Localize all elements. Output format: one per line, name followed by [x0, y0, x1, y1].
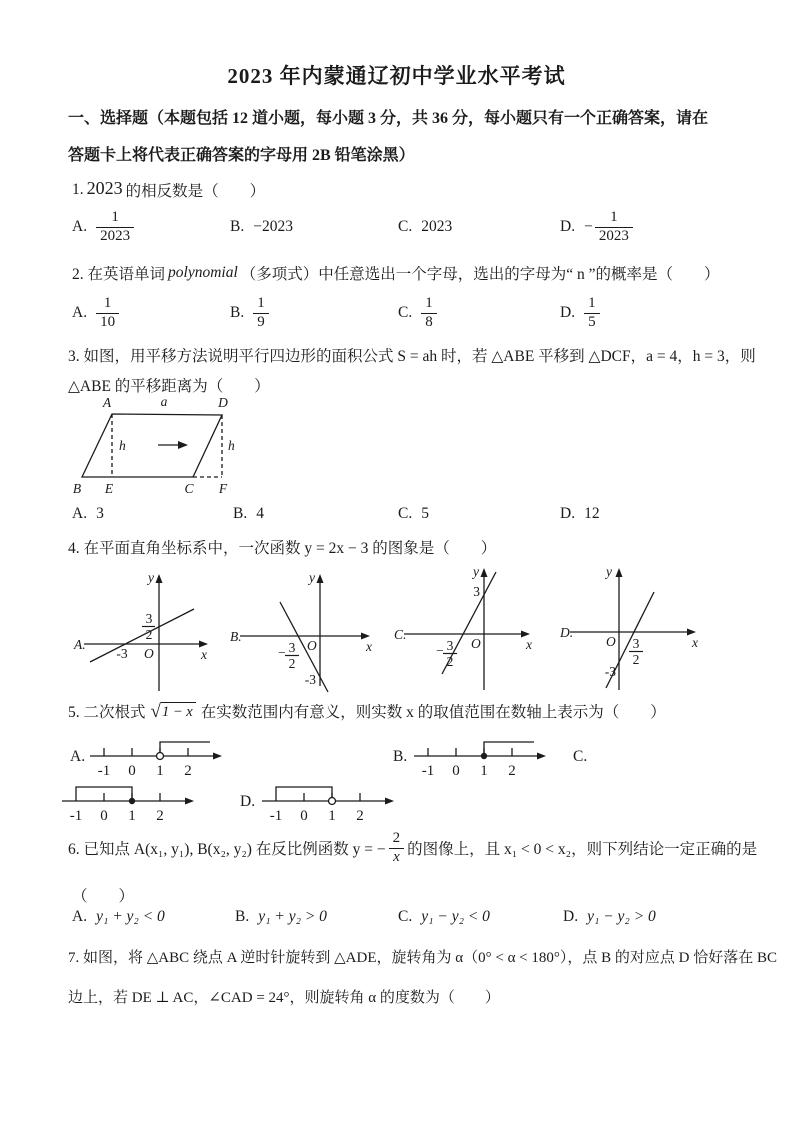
option-value: y₁ + y₂ < 0: [96, 908, 165, 925]
height-label-right: h: [228, 438, 235, 453]
option-value: 5: [421, 505, 429, 522]
x-intercept-sign: −: [278, 645, 286, 660]
x-axis-label: x: [526, 637, 532, 652]
option-label: A.: [72, 908, 88, 925]
q6-stem-pre: 6. 已知点 A(x₁, y₁), B(x₂, y₂) 在反比例函数 y = −: [68, 841, 386, 858]
option-label: A.: [72, 505, 88, 522]
option-value: 3: [96, 505, 104, 522]
q5-stem-pre: 5. 二次根式: [68, 704, 146, 721]
tick-label: 0: [300, 808, 308, 824]
option-label: D.: [560, 505, 576, 522]
y-axis-label: y: [148, 570, 154, 585]
tick-label: -1: [269, 808, 283, 824]
option-label: C.: [398, 505, 413, 522]
option-label: B.: [230, 218, 245, 235]
point-label-e: E: [104, 481, 114, 496]
option-value: −2023: [253, 218, 293, 235]
q2-option-a: [72, 290, 119, 336]
fraction: [253, 295, 269, 331]
y-axis-arrow: [481, 568, 488, 577]
option-label: D.: [563, 908, 579, 925]
option-label: A.: [72, 218, 88, 235]
graph-option-label: A.: [74, 637, 86, 652]
option-value: 4: [256, 505, 264, 522]
q6-stem: [68, 826, 757, 870]
fraction-denominator: x: [389, 848, 404, 866]
closed-endpoint: [481, 753, 487, 759]
option-value: 12: [584, 505, 600, 522]
x-intercept-frac-num: 3: [446, 638, 454, 653]
fraction-numerator: 1: [588, 295, 596, 312]
q2-stem: [72, 262, 720, 284]
fraction-numerator: 1: [111, 209, 119, 226]
tick-label: 2: [156, 808, 164, 824]
fraction-numerator: 1: [257, 295, 265, 312]
x-intercept-frac-den: 2: [446, 654, 454, 669]
minus-sign: −: [584, 218, 593, 235]
q3-option-b: [233, 505, 264, 523]
x-axis-label: x: [201, 647, 207, 662]
tick-label: 2: [184, 763, 192, 779]
x-axis-label: x: [366, 639, 372, 654]
q5-option-b-label: B.: [393, 748, 408, 765]
fraction-denominator: 9: [253, 313, 269, 331]
tick-label: 2: [508, 763, 516, 779]
tick-label: 1: [480, 763, 488, 779]
q4-graph-a: [64, 566, 214, 698]
graph-option-label: B.: [230, 629, 242, 644]
q2-option-b: [230, 290, 269, 336]
tick-label: -1: [69, 808, 83, 824]
x-intercept-frac-den: 2: [632, 652, 640, 667]
origin-label: O: [606, 634, 616, 649]
q5-option-a-label: A.: [70, 748, 86, 765]
q3-option-a: [72, 505, 104, 523]
q6-stem-post: 的图像上，且 x₁ < 0 < x₂，则下列结论一定正确的是: [407, 841, 758, 858]
q5-stem-post: 在实数范围内有意义，则实数 x 的取值范围在数轴上表示为（ ）: [200, 704, 666, 721]
y-axis-arrow: [156, 574, 163, 583]
x-intercept-label: -3: [116, 646, 128, 661]
tick-label: 0: [452, 763, 460, 779]
section-header-line1: 一、选择题（本题包括 12 道小题，每小题 3 分，共 36 分，每小题只有一个正确答案，请在: [68, 110, 709, 127]
y-intercept-label: -3: [304, 672, 316, 687]
q5-numberline-a: [86, 734, 226, 780]
option-label: D.: [560, 304, 576, 321]
point-label-f: F: [218, 481, 228, 496]
q5-numberline-c: [58, 779, 198, 825]
fraction: [96, 209, 134, 245]
section-header-line2: 答题卡上将代表正确答案的字母用 2B 铅笔涂黑）: [68, 147, 415, 164]
q2-stem-pre: 2. 在英语单词: [72, 266, 166, 283]
tick-label: 0: [100, 808, 108, 824]
option-label: C.: [398, 908, 413, 925]
y-intercept-label: -3: [604, 664, 616, 679]
tick-label: 1: [128, 808, 136, 824]
option-label: B.: [230, 304, 245, 321]
option-label: D.: [560, 218, 576, 235]
q6-option-b: [235, 908, 327, 926]
ray-right: [160, 742, 210, 752]
parallelogram: [82, 414, 222, 477]
y-axis-label: y: [309, 570, 315, 585]
q6-option-a: [72, 908, 165, 926]
y-intercept-frac-den: 2: [145, 627, 153, 642]
open-endpoint: [157, 753, 164, 760]
q5-option-c-label: C.: [573, 748, 588, 765]
page-title: 2023 年内蒙通辽初中学业水平考试: [227, 64, 566, 88]
tick-marks: [76, 793, 160, 801]
q3-stem-line2: △ABE 的平移距离为（ ）: [68, 378, 270, 395]
graph-option-label: C.: [394, 627, 407, 642]
option-value: y₁ − y₂ > 0: [587, 908, 656, 925]
closed-endpoint: [129, 798, 135, 804]
fraction-denominator: 5: [584, 313, 600, 331]
option-label: C.: [398, 304, 413, 321]
fraction: [584, 295, 600, 331]
q1-math-term: 2023: [86, 177, 123, 198]
number-line-arrow: [385, 798, 394, 805]
option-value: 2023: [421, 218, 453, 235]
x-axis-label: x: [692, 635, 698, 650]
q3-stem-line1: 3. 如图，用平移方法说明平行四边形的面积公式 S = ah 时，若 △ABE 平移到 △DCF，a = 4，h = 3，则: [68, 348, 756, 365]
option-label: C.: [398, 218, 413, 235]
q5-option-d-label: D.: [240, 793, 256, 810]
fraction: [421, 295, 437, 331]
x-intercept-sign: −: [436, 643, 444, 658]
height-label-left: h: [119, 438, 126, 453]
vertex-label-b: B: [72, 481, 82, 496]
graph-option-label: D.: [560, 625, 574, 640]
q7-stem-line2: 边上，若 DE ⊥ AC，∠CAD = 24°，则旋转角 α 的度数为（ ）: [68, 990, 500, 1006]
q6-option-c: [398, 908, 490, 926]
q6-option-d: [563, 908, 656, 926]
q4-stem: 4. 在平面直角坐标系中，一次函数 y = 2x − 3 的图象是（ ）: [68, 540, 497, 557]
fraction-denominator: 2023: [96, 227, 134, 245]
open-endpoint: [329, 798, 336, 805]
tick-label: -1: [97, 763, 111, 779]
q5-numberline-b: [410, 734, 550, 780]
q6-answer-blank: （ ）: [72, 888, 135, 905]
y-intercept-label: 3: [473, 584, 480, 599]
q1-stem-text: 的相反数是（ ）: [125, 183, 266, 200]
q2-english-word: polynomial: [168, 264, 238, 281]
y-axis-arrow: [317, 574, 324, 583]
tick-label: 2: [356, 808, 364, 824]
option-label: A.: [72, 304, 88, 321]
q2-stem-post: （多项式）中任意选出一个字母，选出的字母为“ n ”的概率是（ ）: [240, 266, 720, 283]
x-intercept-frac-den: 2: [288, 656, 296, 671]
option-value: y₁ − y₂ < 0: [421, 908, 490, 925]
fraction: [389, 830, 405, 866]
number-line-arrow: [213, 753, 222, 760]
tick-marks: [104, 748, 188, 756]
q3-option-d: [560, 505, 600, 523]
tick-marks: [276, 793, 360, 801]
y-intercept-frac-num: 3: [145, 611, 153, 626]
fraction-numerator: 1: [610, 209, 618, 226]
q4-graph-d: [554, 562, 704, 698]
q7-stem-line1: 7. 如图，将 △ABC 绕点 A 逆时针旋转到 △ADE，旋转角为 α（0° < α < 180°），点 B 的对应点 D 恰好落在 BC: [68, 950, 777, 966]
q2-option-c: [398, 290, 437, 336]
origin-label: O: [307, 638, 317, 653]
q2-option-d: [560, 290, 600, 336]
q1-stem: [72, 179, 265, 201]
q4-graph-c: [392, 562, 542, 698]
vertex-label-d: D: [218, 395, 228, 410]
ray-right: [484, 742, 534, 753]
edge-label-a: a: [160, 394, 168, 409]
x-intercept-frac-num: 3: [288, 640, 296, 655]
q1-option-b: [230, 204, 293, 250]
tick-label: 1: [328, 808, 336, 824]
radical-icon: √: [150, 700, 161, 722]
option-value: y₁ + y₂ > 0: [258, 908, 327, 925]
y-axis-label: y: [473, 564, 479, 579]
tick-marks: [428, 748, 512, 756]
sqrt-expression: [151, 702, 196, 721]
q1-option-d: [560, 204, 633, 250]
y-axis-label: y: [606, 564, 612, 579]
q3-figure: [58, 392, 243, 500]
tick-label: 1: [156, 763, 164, 779]
y-axis-arrow: [616, 568, 623, 577]
radicand: 1 − x: [161, 702, 196, 721]
fraction-denominator: 8: [421, 313, 437, 331]
option-label: B.: [235, 908, 250, 925]
fraction-denominator: 10: [96, 313, 119, 331]
q1-option-a: [72, 204, 134, 250]
number-line-arrow: [185, 798, 194, 805]
plot-line: [90, 609, 194, 662]
vertex-label-a: A: [102, 395, 112, 410]
q1-number: 1.: [72, 181, 84, 198]
tick-label: -1: [421, 763, 435, 779]
q1-option-c: [398, 204, 452, 250]
number-line-arrow: [537, 753, 546, 760]
q4-graph-b: [228, 566, 378, 698]
fraction-denominator: 2023: [595, 227, 633, 245]
fraction: [595, 209, 633, 245]
origin-label: O: [144, 646, 154, 661]
q5-stem: [68, 700, 666, 722]
x-intercept-frac-num: 3: [632, 636, 640, 651]
fraction: [96, 295, 119, 331]
vertex-label-c: C: [184, 481, 194, 496]
q3-option-c: [398, 505, 429, 523]
translation-arrow-head: [178, 441, 188, 449]
q5-numberline-d: [258, 779, 398, 825]
tick-label: 0: [128, 763, 136, 779]
fraction-numerator: 1: [425, 295, 433, 312]
fraction-numerator: 1: [103, 295, 112, 312]
origin-label: O: [471, 636, 481, 651]
fraction-numerator: 2: [392, 830, 401, 847]
option-label: B.: [233, 505, 248, 522]
